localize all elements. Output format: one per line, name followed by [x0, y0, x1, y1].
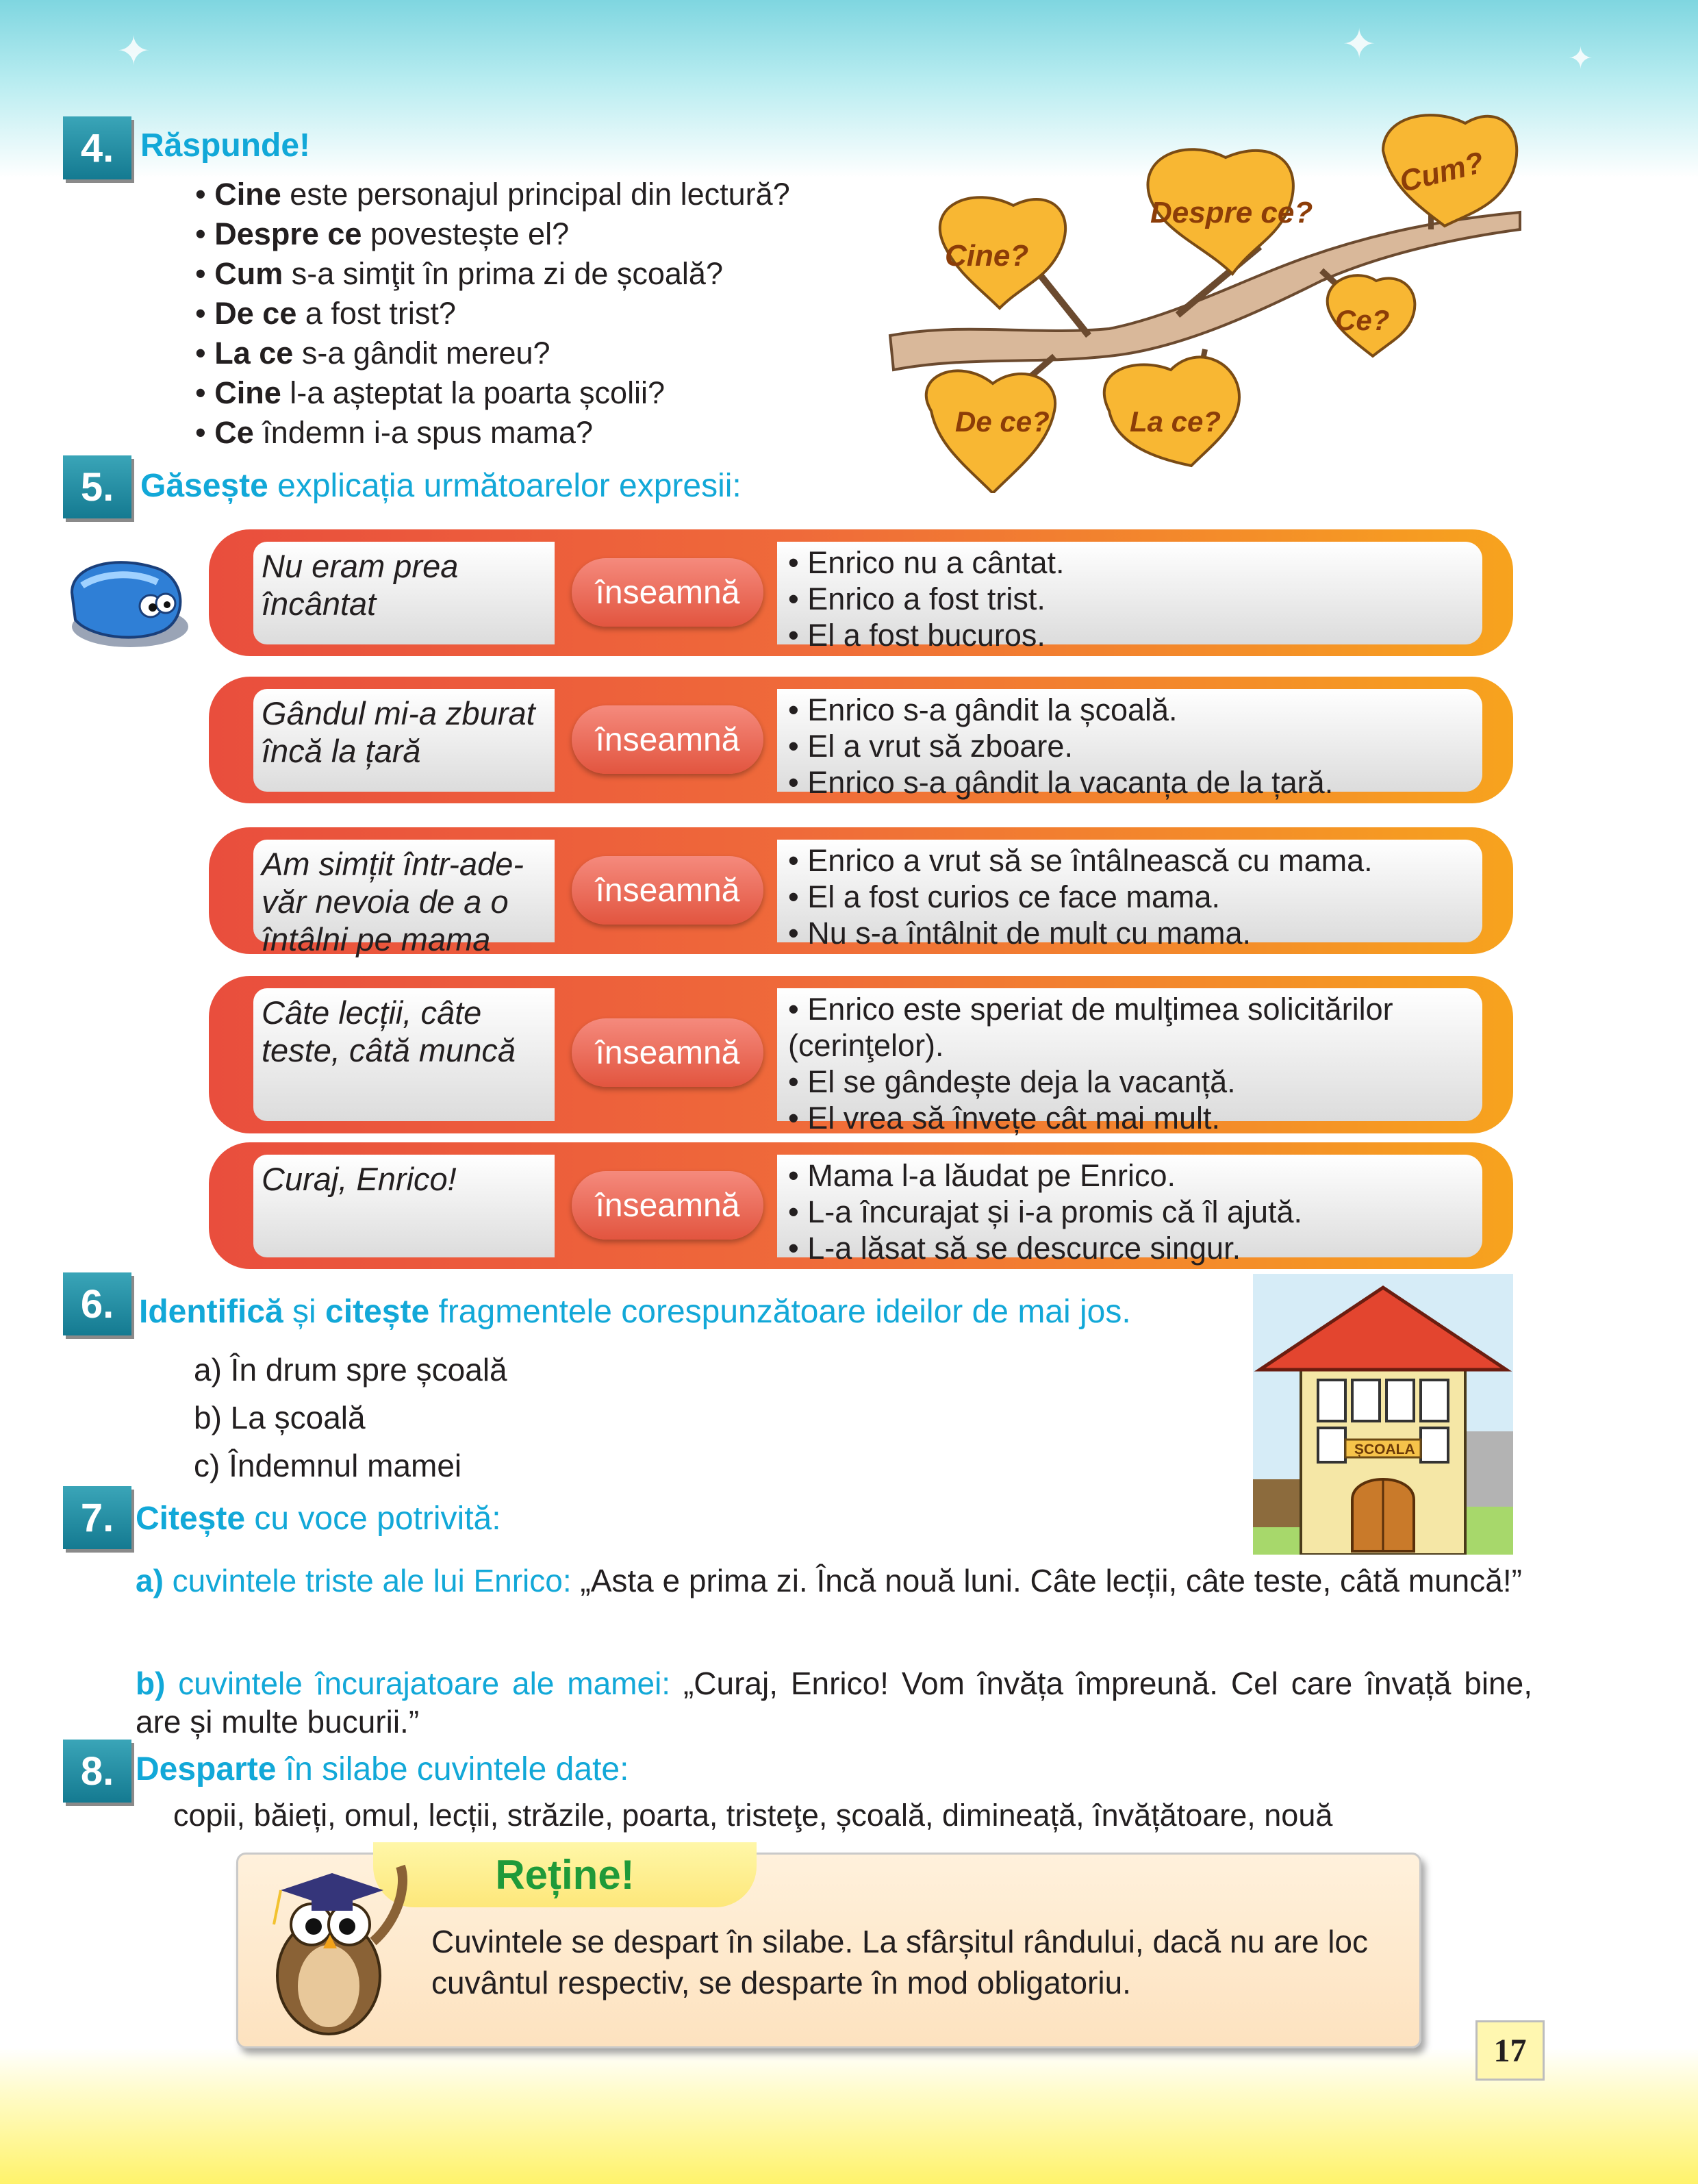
exercise-number-5: 5. — [63, 455, 131, 518]
means-pill: înseamnă — [572, 1018, 763, 1087]
expression-row — [209, 827, 1513, 957]
expression-row — [209, 677, 1513, 803]
owl-icon — [253, 1859, 411, 2037]
reading-item-a: a) cuvintele triste ale lui Enrico: „Asta e prima zi. Încă nouă luni. Câte lecții, câte teste, câtă muncă!” — [136, 1563, 1522, 1598]
answer-options — [777, 542, 1482, 653]
means-pill: înseamnă — [572, 558, 763, 627]
school-building-illustration — [1253, 1274, 1513, 1555]
expression-text: Curaj, Enrico! — [253, 1155, 555, 1257]
question-tree-illustration — [883, 110, 1527, 493]
expression-text: Câte lecții, câte teste, câtă muncă — [253, 988, 555, 1121]
answer-option[interactable]: • Enrico a fost trist. — [788, 581, 1046, 616]
syllable-words: copii, băieți, omul, lecții, străzile, poarta, tristeţe, școală, dimineață, învățătoare, nouă — [173, 1798, 1333, 1833]
leaf-label: Ce? — [1335, 304, 1390, 336]
exercise-7-title: Citește cu voce potrivită: — [136, 1501, 501, 1537]
remember-text: Cuvintele se despart în silabe. La sfârșitul rândului, dacă nu are loc cuvântul respectiv, se desparte în mod obligatoriu. — [431, 1924, 1369, 2000]
answer-options — [777, 1155, 1482, 1266]
answer-option[interactable]: • L-a lăsat să se descurce singur. — [788, 1231, 1241, 1266]
expression-text: Am simțit într-ade-văr nevoia de a o întâlni pe mama — [253, 840, 555, 942]
expression-row — [209, 529, 1513, 656]
sparkle-icon: ✦ — [1342, 21, 1377, 67]
list-item: • Cum s-a simţit în prima zi de școală? — [195, 256, 723, 291]
answer-option[interactable]: • El a fost bucuros. — [788, 618, 1046, 653]
answer-option[interactable]: • L-a încurajat și i-a promis că îl ajută. — [788, 1194, 1303, 1229]
list-item: a) În drum spre școală — [194, 1352, 507, 1388]
expression-row — [209, 976, 1513, 1133]
leaf-label: La ce? — [1130, 405, 1221, 438]
answer-option[interactable]: • Enrico nu a cântat. — [788, 545, 1065, 580]
leaf-label: Despre ce? — [1150, 196, 1313, 229]
list-item: • La ce s-a gândit mereu? — [195, 336, 550, 371]
list-item: • Despre ce povestește el? — [195, 216, 570, 251]
answer-options — [777, 689, 1482, 800]
list-item: • De ce a fost trist? — [195, 296, 456, 331]
list-item: • Cine l-a așteptat la poarta școlii? — [195, 375, 666, 410]
exercise-4-title — [140, 127, 310, 164]
expression-row — [209, 1142, 1513, 1269]
exercise-number-6: 6. — [63, 1272, 131, 1335]
expression-text: Gândul mi-a zburat încă la țară — [253, 689, 555, 792]
remember-title: Reține! — [373, 1842, 757, 1907]
sparkle-icon: ✦ — [116, 28, 151, 74]
answer-option[interactable]: • Nu s-a întâlnit de mult cu mama. — [788, 916, 1252, 951]
sparkle-icon: ✦ — [1568, 42, 1593, 75]
leaf-label: Cine? — [945, 239, 1029, 273]
answer-option[interactable]: • Enrico este speriat de mulţimea solicitărilor (cerinţelor). — [788, 992, 1393, 1063]
idea-list — [194, 1346, 507, 1490]
answer-option[interactable]: • El vrea să învețe cât mai mult. — [788, 1101, 1220, 1135]
question-list — [195, 175, 790, 453]
answer-option[interactable]: • El a vrut să zboare. — [788, 729, 1073, 764]
answer-option[interactable]: • Enrico s-a gândit la vacanța de la țară. — [788, 765, 1334, 800]
bottom-decorative-band — [0, 2048, 1698, 2184]
leaf-label: De ce? — [955, 405, 1050, 438]
list-item: b) La școală — [194, 1400, 366, 1435]
answer-options — [777, 988, 1482, 1135]
exercise-4-title-text: Răspunde! — [140, 127, 311, 164]
school-sign-text: ȘCOALA — [1354, 1442, 1415, 1457]
answer-option[interactable]: • Mama l-a lăudat pe Enrico. — [788, 1158, 1176, 1193]
means-pill: înseamnă — [572, 705, 763, 774]
list-item: c) Îndemnul mamei — [194, 1448, 462, 1483]
means-pill: înseamnă — [572, 856, 763, 925]
answer-option[interactable]: • Enrico a vrut să se întâlnească cu mama. — [788, 843, 1373, 878]
reading-item-b: b) cuvintele încurajatoare ale mamei: „Curaj, Enrico! Vom învăța împreună. Cel care învață bine, are și multe bucurii.” — [136, 1666, 1533, 1740]
expression-text: Nu eram prea încântat — [253, 542, 555, 644]
exercise-number-8: 8. — [63, 1740, 131, 1803]
page-number: 17 — [1475, 2020, 1545, 2081]
leaf-label: Cum? — [1396, 145, 1488, 199]
exercise-number-4: 4. — [63, 116, 131, 179]
computer-mouse-icon — [62, 551, 192, 654]
list-item: • Cine este personajul principal din lectură? — [195, 177, 790, 212]
answer-options — [777, 840, 1482, 951]
answer-option[interactable]: • El a fost curios ce face mama. — [788, 879, 1220, 914]
answer-option[interactable]: • Enrico s-a gândit la școală. — [788, 692, 1178, 727]
answer-option[interactable]: • El se gândește deja la vacanță. — [788, 1064, 1236, 1099]
exercise-number-7: 7. — [63, 1486, 131, 1549]
means-pill: înseamnă — [572, 1171, 763, 1240]
exercise-5-title: Găsește explicația următoarelor expresii: — [140, 468, 742, 504]
exercise-8-title: Desparte în silabe cuvintele date: — [136, 1751, 629, 1787]
exercise-6-title: Identifică și citește fragmentele corespunzătoare ideilor de mai jos. — [139, 1294, 1131, 1330]
list-item: • Ce îndemn i-a spus mama? — [195, 415, 594, 450]
